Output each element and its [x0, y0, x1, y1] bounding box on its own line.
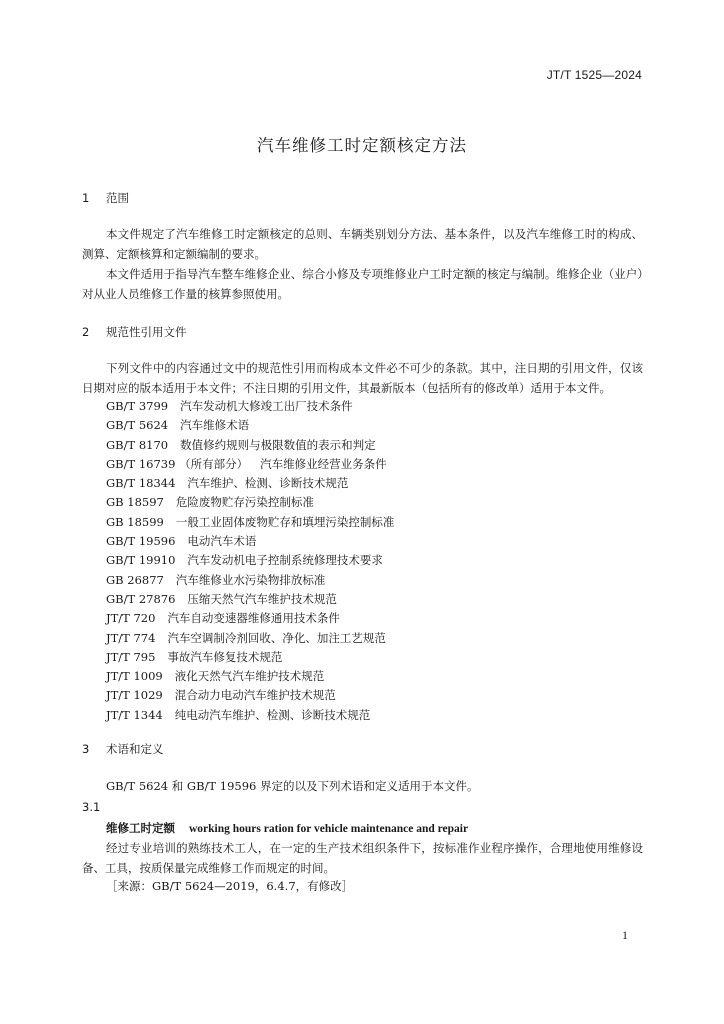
- reference-item: [106, 571, 394, 590]
- reference-code: GB/T 27876: [106, 591, 176, 606]
- reference-title: 电动汽车术语: [187, 534, 257, 549]
- reference-item: [106, 416, 394, 435]
- term-source: ［来源：GB/T 5624—2019，6.4.7，有修改］: [106, 879, 354, 893]
- scope-paragraph-2: 本文件适用于指导汽车整车维修企业、综合小修及专项维修业户工时定额的核定与编制。维修企业（业户）对从业人员维修工作量的核算参照使用。: [82, 267, 643, 301]
- reference-code: JT/T 1029: [106, 688, 163, 703]
- references-intro: 下列文件中的内容通过文中的规范性引用而构成本文件必不可少的条款。其中，注日期的引用文件，仅该日期对应的版本适用于本文件；不注日期的引用文件，其最新版本（包括所有的修改单）适用于本文件。: [82, 361, 643, 395]
- document-code: JT/T 1525—2024: [546, 68, 642, 82]
- reference-code: JT/T 774: [106, 630, 156, 645]
- term-name-en: working hours ration for vehicle maintenance and repair: [189, 823, 469, 835]
- section-2-heading: [82, 324, 187, 340]
- reference-item: [106, 474, 394, 493]
- reference-item: [106, 609, 394, 628]
- section-number: 2: [82, 325, 90, 339]
- reference-item: [106, 455, 394, 474]
- reference-title: 混合动力电动汽车维护技术规范: [174, 688, 336, 703]
- section-3-heading: [82, 741, 164, 757]
- scope-paragraph-1: 本文件规定了汽车维修工时定额核定的总则、车辆类别划分方法、基本条件，以及汽车维修工时的构成、测算、定额核算和定额编制的要求。: [82, 227, 643, 261]
- reference-item: [106, 590, 394, 609]
- reference-title: 汽车空调制冷剂回收、净化、加注工艺规范: [167, 630, 386, 645]
- page-number: 1: [622, 928, 628, 942]
- reference-title: 汽车自动变速器维修通用技术条件: [167, 611, 340, 626]
- section-title: 范围: [106, 191, 129, 205]
- reference-title: 危险废物贮存污染控制标准: [175, 495, 314, 510]
- reference-code: JT/T 720: [106, 611, 156, 626]
- reference-code: GB 26877: [106, 572, 164, 587]
- reference-item: [106, 629, 394, 648]
- term-heading: [106, 820, 468, 836]
- reference-item: [106, 686, 394, 705]
- document-title: 汽车维修工时定额核定方法: [257, 136, 467, 155]
- reference-title: 汽车发动机电子控制系统修理技术要求: [187, 553, 383, 568]
- reference-item: [106, 397, 394, 416]
- section-number: 3: [82, 742, 90, 756]
- terms-intro: GB/T 5624 和 GB/T 19596 界定的以及下列术语和定义适用于本文件。: [106, 779, 479, 793]
- reference-code: GB/T 3799: [106, 399, 169, 413]
- reference-item: [106, 532, 394, 551]
- reference-code: GB 18599: [106, 514, 164, 529]
- reference-item: [106, 513, 394, 532]
- reference-code: JT/T 1344: [106, 707, 163, 722]
- reference-code: GB/T 19596: [106, 534, 176, 549]
- reference-code: JT/T 1009: [106, 669, 163, 684]
- reference-item: [106, 648, 394, 667]
- reference-title: 液化天然气汽车维护技术规范: [174, 669, 325, 684]
- reference-list: [106, 397, 394, 725]
- reference-item: [106, 493, 394, 512]
- reference-title: 汽车发动机大修竣工出厂技术条件: [180, 399, 353, 413]
- reference-title: 数值修约规则与极限数值的表示和判定: [180, 437, 376, 452]
- reference-title: 汽车维修业水污染物排放标准: [175, 572, 326, 587]
- section-title: 规范性引用文件: [106, 325, 187, 339]
- reference-code: JT/T 795: [106, 649, 156, 664]
- term-name-zh: 维修工时定额: [106, 821, 175, 835]
- reference-code: GB/T 5624: [106, 418, 169, 433]
- reference-code: GB 18597: [106, 495, 164, 510]
- reference-item: [106, 667, 394, 686]
- reference-code: GB/T 16739 （所有部分）: [106, 456, 249, 471]
- reference-title: 纯电动汽车维护、检测、诊断技术规范: [174, 707, 371, 722]
- reference-title: 汽车维修术语: [180, 418, 250, 433]
- reference-code: GB/T 18344: [106, 476, 176, 491]
- reference-title: 汽车维修业经营业务条件: [260, 456, 387, 471]
- section-number: 1: [82, 191, 90, 205]
- reference-item: [106, 436, 394, 455]
- term-number: 3.1: [82, 800, 101, 814]
- reference-title: 汽车维护、检测、诊断技术规范: [187, 476, 349, 491]
- reference-item: [106, 706, 394, 725]
- reference-item: [106, 551, 394, 570]
- reference-title: 事故汽车修复技术规范: [167, 649, 283, 664]
- section-1-heading: [82, 190, 129, 206]
- term-definition: 经过专业培训的熟练技术工人，在一定的生产技术组织条件下，按标准作业程序操作，合理地使用维修设备、工具，按质保量完成维修工作而规定的时间。: [82, 841, 643, 875]
- reference-code: GB/T 8170: [106, 437, 169, 452]
- reference-code: GB/T 19910: [106, 553, 176, 568]
- reference-title: 压缩天然气汽车维护技术规范: [187, 591, 337, 606]
- section-title: 术语和定义: [106, 742, 164, 756]
- reference-title: 一般工业固体废物贮存和填埋污染控制标准: [175, 514, 395, 529]
